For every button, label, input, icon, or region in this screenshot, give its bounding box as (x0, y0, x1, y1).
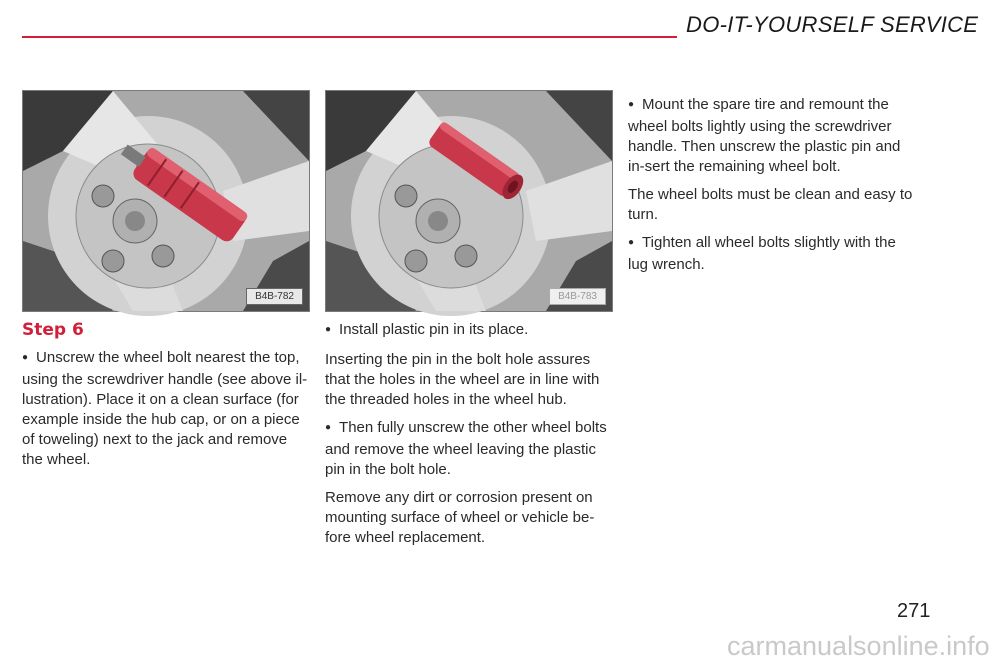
instruction-paragraph: ● Then fully unscrew the other wheel bolts and remove the wheel leaving the plastic pin in the bolt hole. (325, 418, 611, 480)
section-title: DO-IT-YOURSELF SERVICE (686, 12, 979, 37)
figure-code: B4B-783 (549, 288, 606, 305)
explanation-paragraph: Inserting the pin in the bolt hole assures that the holes in the wheel are in line with the threaded holes in the wheel hub. (325, 351, 600, 408)
wheel-illustration-1 (23, 91, 309, 311)
figure-code: B4B-782 (246, 288, 303, 305)
instruction-paragraph: ● Mount the spare tire and remount the wheel bolts lightly using the screwdriver handle. Then unscrew the plastic pin and in-sert the remaining wheel bolt. (628, 95, 918, 177)
step-heading: Step 6 (22, 320, 84, 340)
figure-screwdriver-handle (22, 90, 310, 312)
explanation-paragraph: Remove any dirt or corrosion present on mounting surface of wheel or vehicle be-fore wheel replacement. (325, 489, 595, 546)
instruction-paragraph: ● Tighten all wheel bolts slightly with the lug wrench. (628, 233, 918, 275)
header-rule (22, 36, 677, 38)
watermark: carmanualsonline.info (727, 631, 990, 661)
wheel-illustration-2 (326, 91, 612, 311)
instruction-paragraph: ● Unscrew the wheel bolt nearest the top, using the screwdriver handle (see above il-lustration). Place it on a clean surface (for example inside the hub cap, or on a piece of toweling) next to the jack and remove the wheel. (22, 348, 308, 470)
figure-plastic-pin (325, 90, 613, 312)
explanation-paragraph: The wheel bolts must be clean and easy to turn. (628, 186, 913, 223)
left-column (22, 320, 308, 478)
page-number: 271 (897, 600, 931, 622)
middle-column (325, 320, 611, 556)
instruction-paragraph: ● Install plastic pin in its place. (325, 320, 611, 342)
right-column (628, 95, 918, 283)
